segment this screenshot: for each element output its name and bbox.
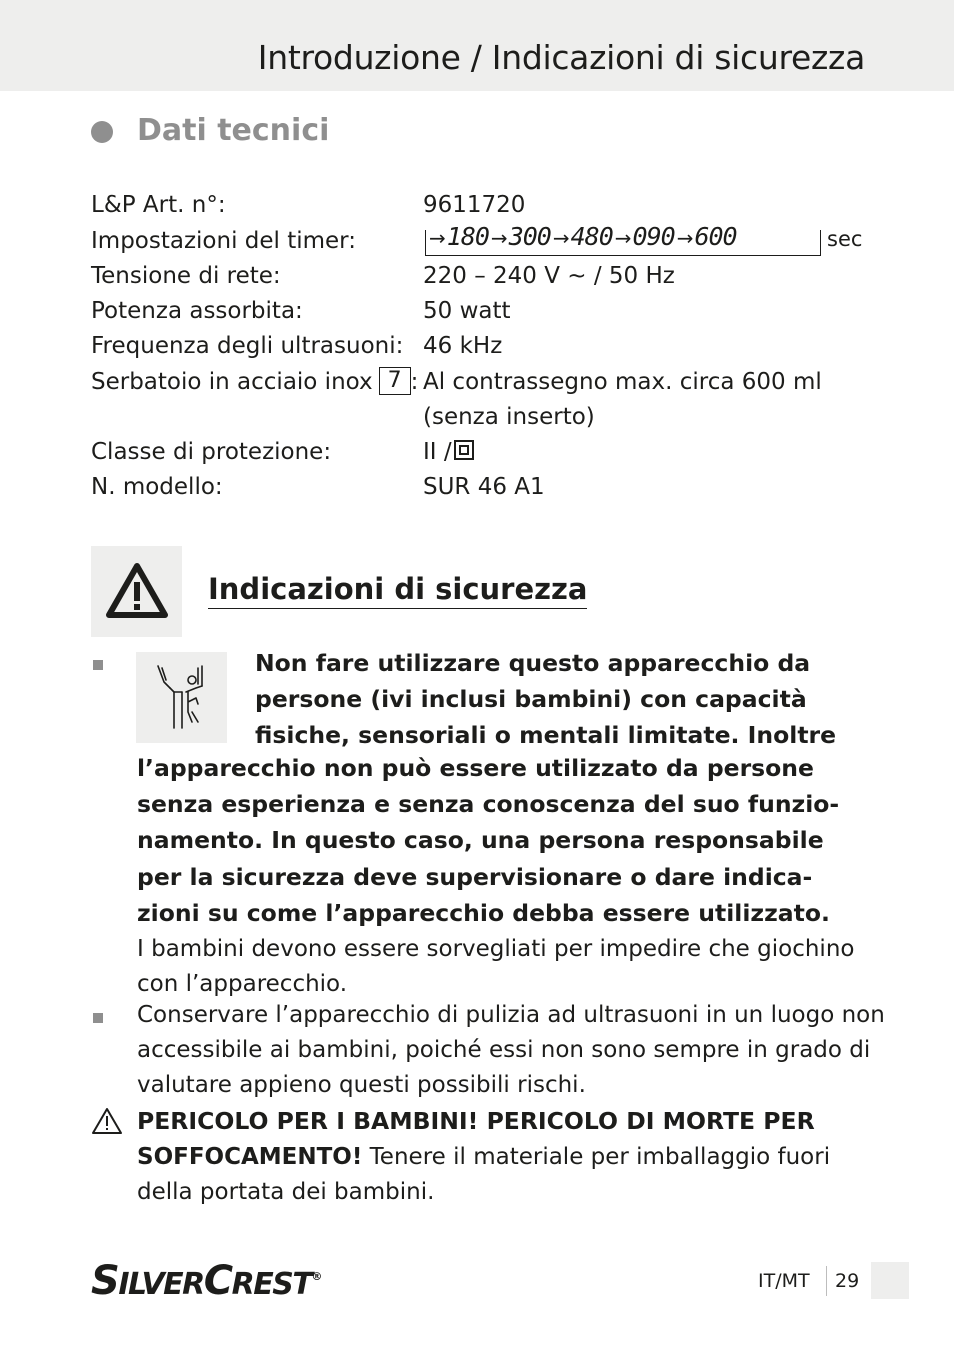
spec-label-frequency: Frequenza degli ultrasuoni: <box>91 333 404 359</box>
spec-label-power: Potenza assorbita: <box>91 298 303 324</box>
protection-class-text: II / <box>423 439 452 465</box>
arrow-icon: → <box>676 226 693 250</box>
timer-step: 300 <box>508 222 551 251</box>
page-title: Introduzione / Indicazioni di sicurezza <box>257 38 865 77</box>
spec-label-protection: Classe di protezione: <box>91 439 332 465</box>
warning-triangle-icon <box>91 1107 123 1135</box>
spec-label-tank <box>91 367 418 397</box>
registered-mark: ® <box>311 1270 323 1283</box>
text-line: accessibile ai bambini, poiché essi non sono sempre in grado di <box>137 1037 871 1064</box>
spec-value-model: SUR 46 A1 <box>423 474 545 500</box>
spec-label-voltage: Tensione di rete: <box>91 263 281 289</box>
brand-letters: REST <box>231 1267 312 1302</box>
child-safety-box <box>136 652 227 743</box>
safety-item-1-body <box>137 751 854 1002</box>
tank-colon: : <box>410 369 419 395</box>
tank-ref-box: 7 <box>379 367 411 395</box>
text-line: namento. In questo caso, una persona responsabile <box>137 826 824 855</box>
section-title-specs: Dati tecnici <box>137 113 330 148</box>
list-bullet <box>93 1013 103 1023</box>
spec-value-protection <box>423 437 474 467</box>
text-line: l’apparecchio non può essere utilizzato da persone <box>137 754 814 782</box>
timer-sequence <box>423 224 821 256</box>
arrow-icon: → <box>552 226 569 250</box>
spec-label-model: N. modello: <box>91 474 223 500</box>
text-line: Non fare utilizzare questo apparecchio da <box>255 649 811 677</box>
text-line: I bambini devono essere sorvegliati per impedire che giochino <box>137 936 855 963</box>
spec-value-tank-note: (senza inserto) <box>423 404 595 430</box>
section-bullet <box>91 121 113 143</box>
spec-value-voltage: 220 – 240 V ~ / 50 Hz <box>423 263 675 289</box>
text-line: persone (ivi inclusi bambini) con capacità <box>255 685 807 714</box>
spec-value-frequency: 46 kHz <box>423 333 503 359</box>
tank-label-text: Serbatoio in acciaio inox <box>91 369 373 395</box>
spec-value-power: 50 watt <box>423 298 511 324</box>
warning-line: della portata dei bambini. <box>137 1179 435 1206</box>
brand-letter: C <box>203 1258 232 1304</box>
timer-step: 090 <box>632 222 675 251</box>
arrow-icon: → <box>490 226 507 250</box>
text-line: zioni su come l’apparecchio debba essere utilizzato. <box>137 898 830 927</box>
child-safety-icon <box>152 662 212 732</box>
safety-item-2 <box>137 998 885 1104</box>
text-line: Conservare l’apparecchio di pulizia ad ultrasuoni in un luogo non <box>137 1002 885 1028</box>
locale-label: IT/MT <box>758 1270 810 1292</box>
warning-line <box>137 1144 830 1170</box>
timer-step: 180 <box>446 222 489 251</box>
footer-box <box>871 1262 909 1299</box>
spec-value-tank: Al contrassegno max. circa 600 ml <box>423 369 822 395</box>
warning-suffocation <box>137 1104 830 1211</box>
brand-letters: ILVER <box>118 1267 204 1302</box>
timer-unit: sec <box>827 227 863 251</box>
warning-line: PERICOLO PER I BAMBINI! PERICOLO DI MORTE PER <box>137 1107 815 1135</box>
timer-step: 480 <box>570 222 613 251</box>
safety-item-1-intro <box>255 646 836 755</box>
page-number: 29 <box>835 1270 860 1292</box>
text-line: senza esperienza e senza conoscenza del suo funzio- <box>137 790 840 819</box>
text-line: valutare appieno questi possibili rischi. <box>137 1072 586 1099</box>
brand-logo <box>91 1258 322 1304</box>
spec-value-article: 9611720 <box>423 192 526 218</box>
warning-triangle-icon <box>105 562 169 620</box>
footer-divider <box>826 1266 827 1296</box>
warning-box <box>91 546 182 637</box>
timer-step: 600 <box>694 222 737 251</box>
text-line: fisiche, sensoriali o mentali limitate. Inoltre <box>255 721 837 750</box>
warning-text: Tenere il materiale per imballaggio fuori <box>362 1144 831 1171</box>
spec-label-article: L&P Art. n°: <box>91 192 226 218</box>
spec-label-timer: Impostazioni del timer: <box>91 228 356 254</box>
brand-letter: S <box>91 1258 119 1304</box>
double-insulation-icon <box>454 440 474 460</box>
text-line: per la sicurezza deve supervisionare o dare indica- <box>137 862 813 891</box>
warning-emphasis: SOFFOCAMENTO! <box>137 1144 363 1171</box>
text-line: con l’apparecchio. <box>137 971 348 998</box>
list-bullet <box>93 660 103 670</box>
section-title-safety: Indicazioni di sicurezza <box>208 572 587 609</box>
timer-steps <box>427 222 737 251</box>
arrow-icon: → <box>614 226 631 250</box>
arrow-icon: → <box>429 226 445 250</box>
